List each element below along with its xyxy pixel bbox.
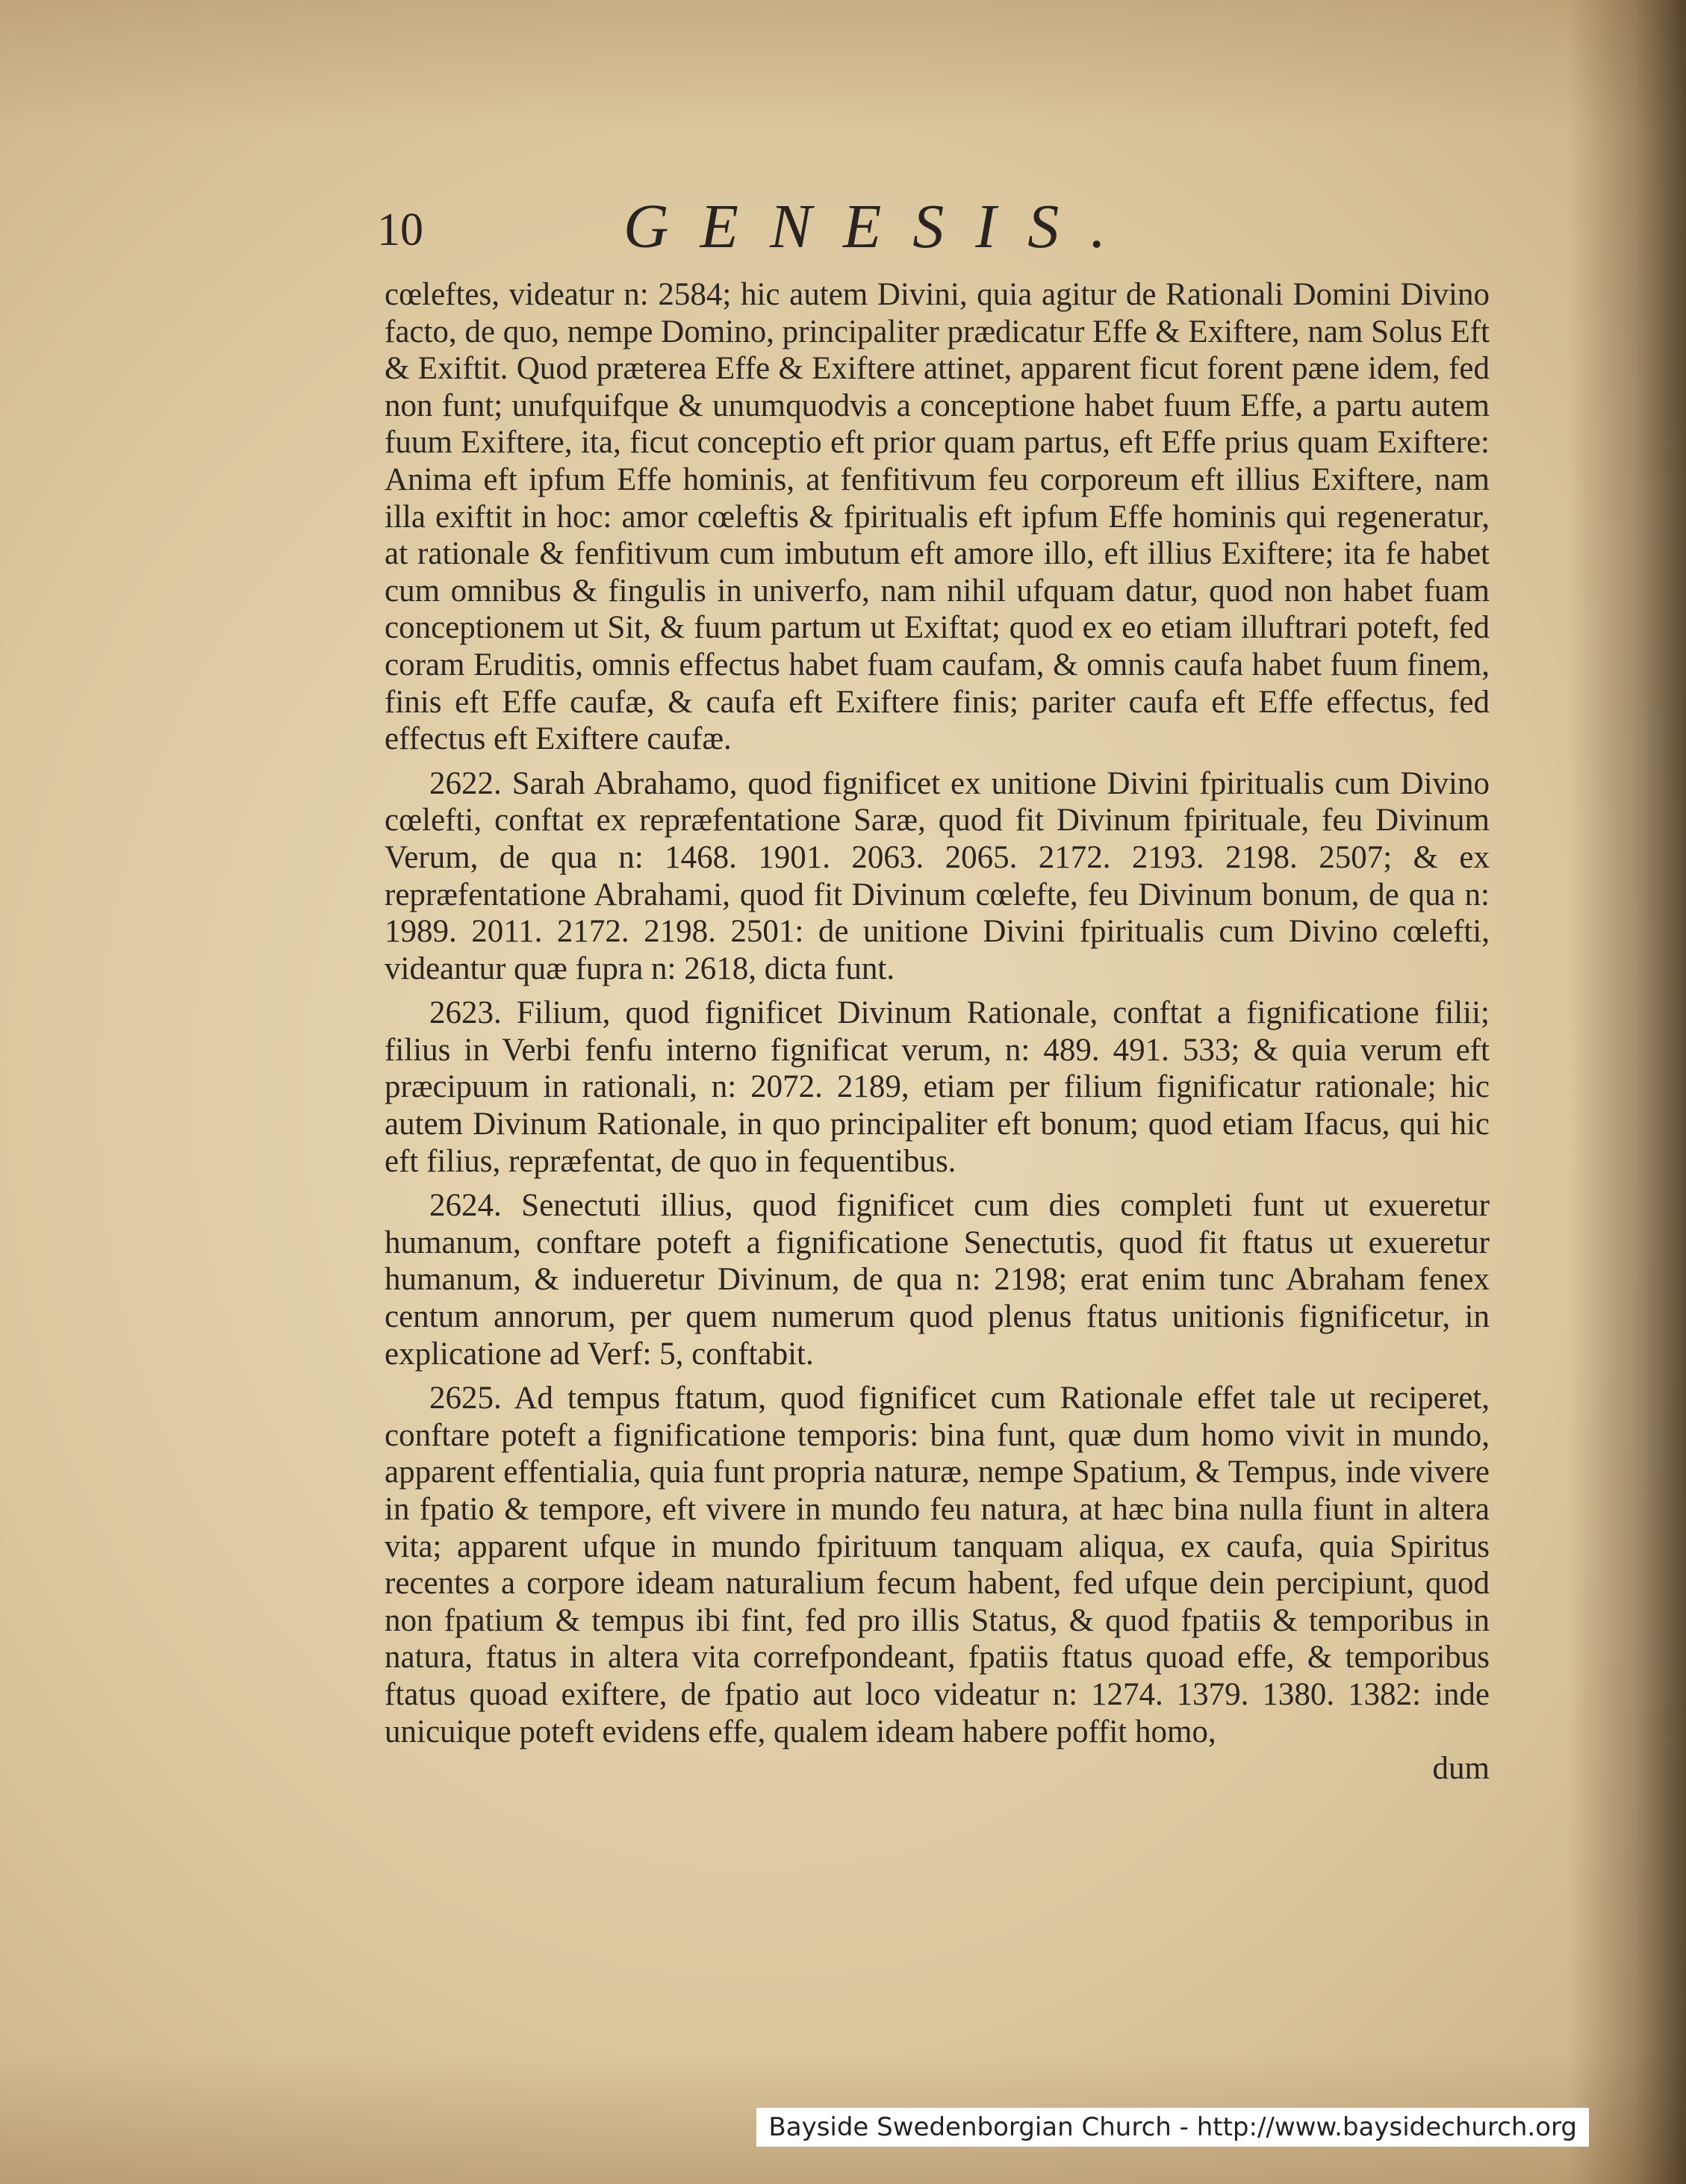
paragraph-continuation: cœleftes, videatur n: 2584; hic autem Divini, quia agitur de Rationali Domini Divino facto, de quo, nempe Domino, principaliter prædicatur Effe & Exiftere, nam Solus Eft & Exiftit. Quod præterea Effe & Exiftere attinet, apparent ficut forent pæne idem, fed non funt; unufquifque & unumquodvis a conceptione habet fuum Effe, a partu autem fuum Exiftere, ita, ficut conceptio eft prior quam partus, eft Effe prius quam Exiftere: Anima eft ipfum Effe hominis, at fenfitivum feu corporeum eft illius Exiftere, nam illa exiftit in hoc: amor cœleftis & fpiritualis eft ipfum Effe hominis qui regeneratur, at rationale & fenfitivum cum imbutum eft amore illo, eft illius Exiftere; ita fe habet cum omnibus & fingulis in univerfo, nam nihil ufquam datur, quod non habet fuam conceptionem ut Sit, & fuum partum ut Exiftat; quod ex eo etiam illuftrari poteft, fed coram Eruditis, omnis effectus habet fuam caufam, & omnis caufa habet fuum finem, finis eft Effe caufæ, & caufa eft Exiftere finis; pariter caufa eft Effe effectus, fed effectus eft Exiftere caufæ. xyxy=(385,277,1490,757)
watermark-link[interactable]: Bayside Swedenborgian Church - http://www.baysidechurch.org xyxy=(756,2108,1589,2147)
catchword: dum xyxy=(1432,1751,1490,1787)
body-text xyxy=(385,276,1490,1788)
running-title: GENESIS. xyxy=(623,192,1138,261)
paragraph-2623: 2623. Filium, quod fignificet Divinum Rationale, conftat a fignificatione filii; filius in Verbi fenfu interno fignificat verum, n: 489. 491. 533; & quia verum eft præcipuum in rationali, n: 2072. 2189, etiam per filium fignificatur rationale; hic autem Divinum Rationale, in quo principaliter eft bonum; quod etiam Ifacus, qui hic eft filius, repræfentat, de quo in fequentibus. xyxy=(385,995,1490,1179)
page-header xyxy=(377,190,1490,273)
paragraph-2624: 2624. Senectuti illius, quod fignificet cum dies completi funt ut exueretur humanum, conftare poteft a fignificatione Senectutis, quod fit ftatus ut exueretur humanum, & indueretur Divinum, de qua n: 2198; erat enim tunc Abraham fenex centum annorum, per quem numerum quod plenus ftatus unitionis fignificetur, in explicatione ad Verf: 5, conftabit. xyxy=(385,1188,1490,1372)
paragraph-2622: 2622. Sarah Abrahamo, quod fignificet ex unitione Divini fpiritualis cum Divino cœlefti, conftat ex repræfentatione Saræ, quod fit Divinum fpirituale, feu Divinum Verum, de qua n: 1468. 1901. 2063. 2065. 2172. 2193. 2198. 2507; & ex repræfentatione Abrahami, quod fit Divinum cœlefte, feu Divinum bonum, de qua n: 1989. 2011. 2172. 2198. 2501: de unitione Divini fpiritualis cum Divino cœlefti, videantur quæ fupra n: 2618, dicta funt. xyxy=(385,765,1490,986)
page-number: 10 xyxy=(377,205,423,255)
paragraph-2625: 2625. Ad tempus ftatum, quod fignificet cum Rationale effet tale ut reciperet, conftare poteft a fignificatione temporis: bina funt, quæ dum homo vivit in mundo, apparent effentialia, quia funt propria naturæ, nempe Spatium, & Tempus, inde vivere in fpatio & tempore, eft vivere in mundo feu natura, at hæc bina nulla fiunt in altera vita; apparent ufque in mundo fpirituum tanquam aliqua, ex caufa, quia Spiritus recentes a corpore ideam naturalium fecum habent, fed ufque dein percipiunt, quod non fpatium & tempus ibi fint, fed pro illis Status, & quod fpatiis & temporibus in natura, ftatus in altera vita correfpondeant, fpatiis ftatus quoad effe, & temporibus ftatus quoad exiftere, de fpatio aut loco videatur n: 1274. 1379. 1380. 1382: inde unicuique poteft evidens effe, qualem ideam habere poffit homo, xyxy=(385,1381,1490,1749)
